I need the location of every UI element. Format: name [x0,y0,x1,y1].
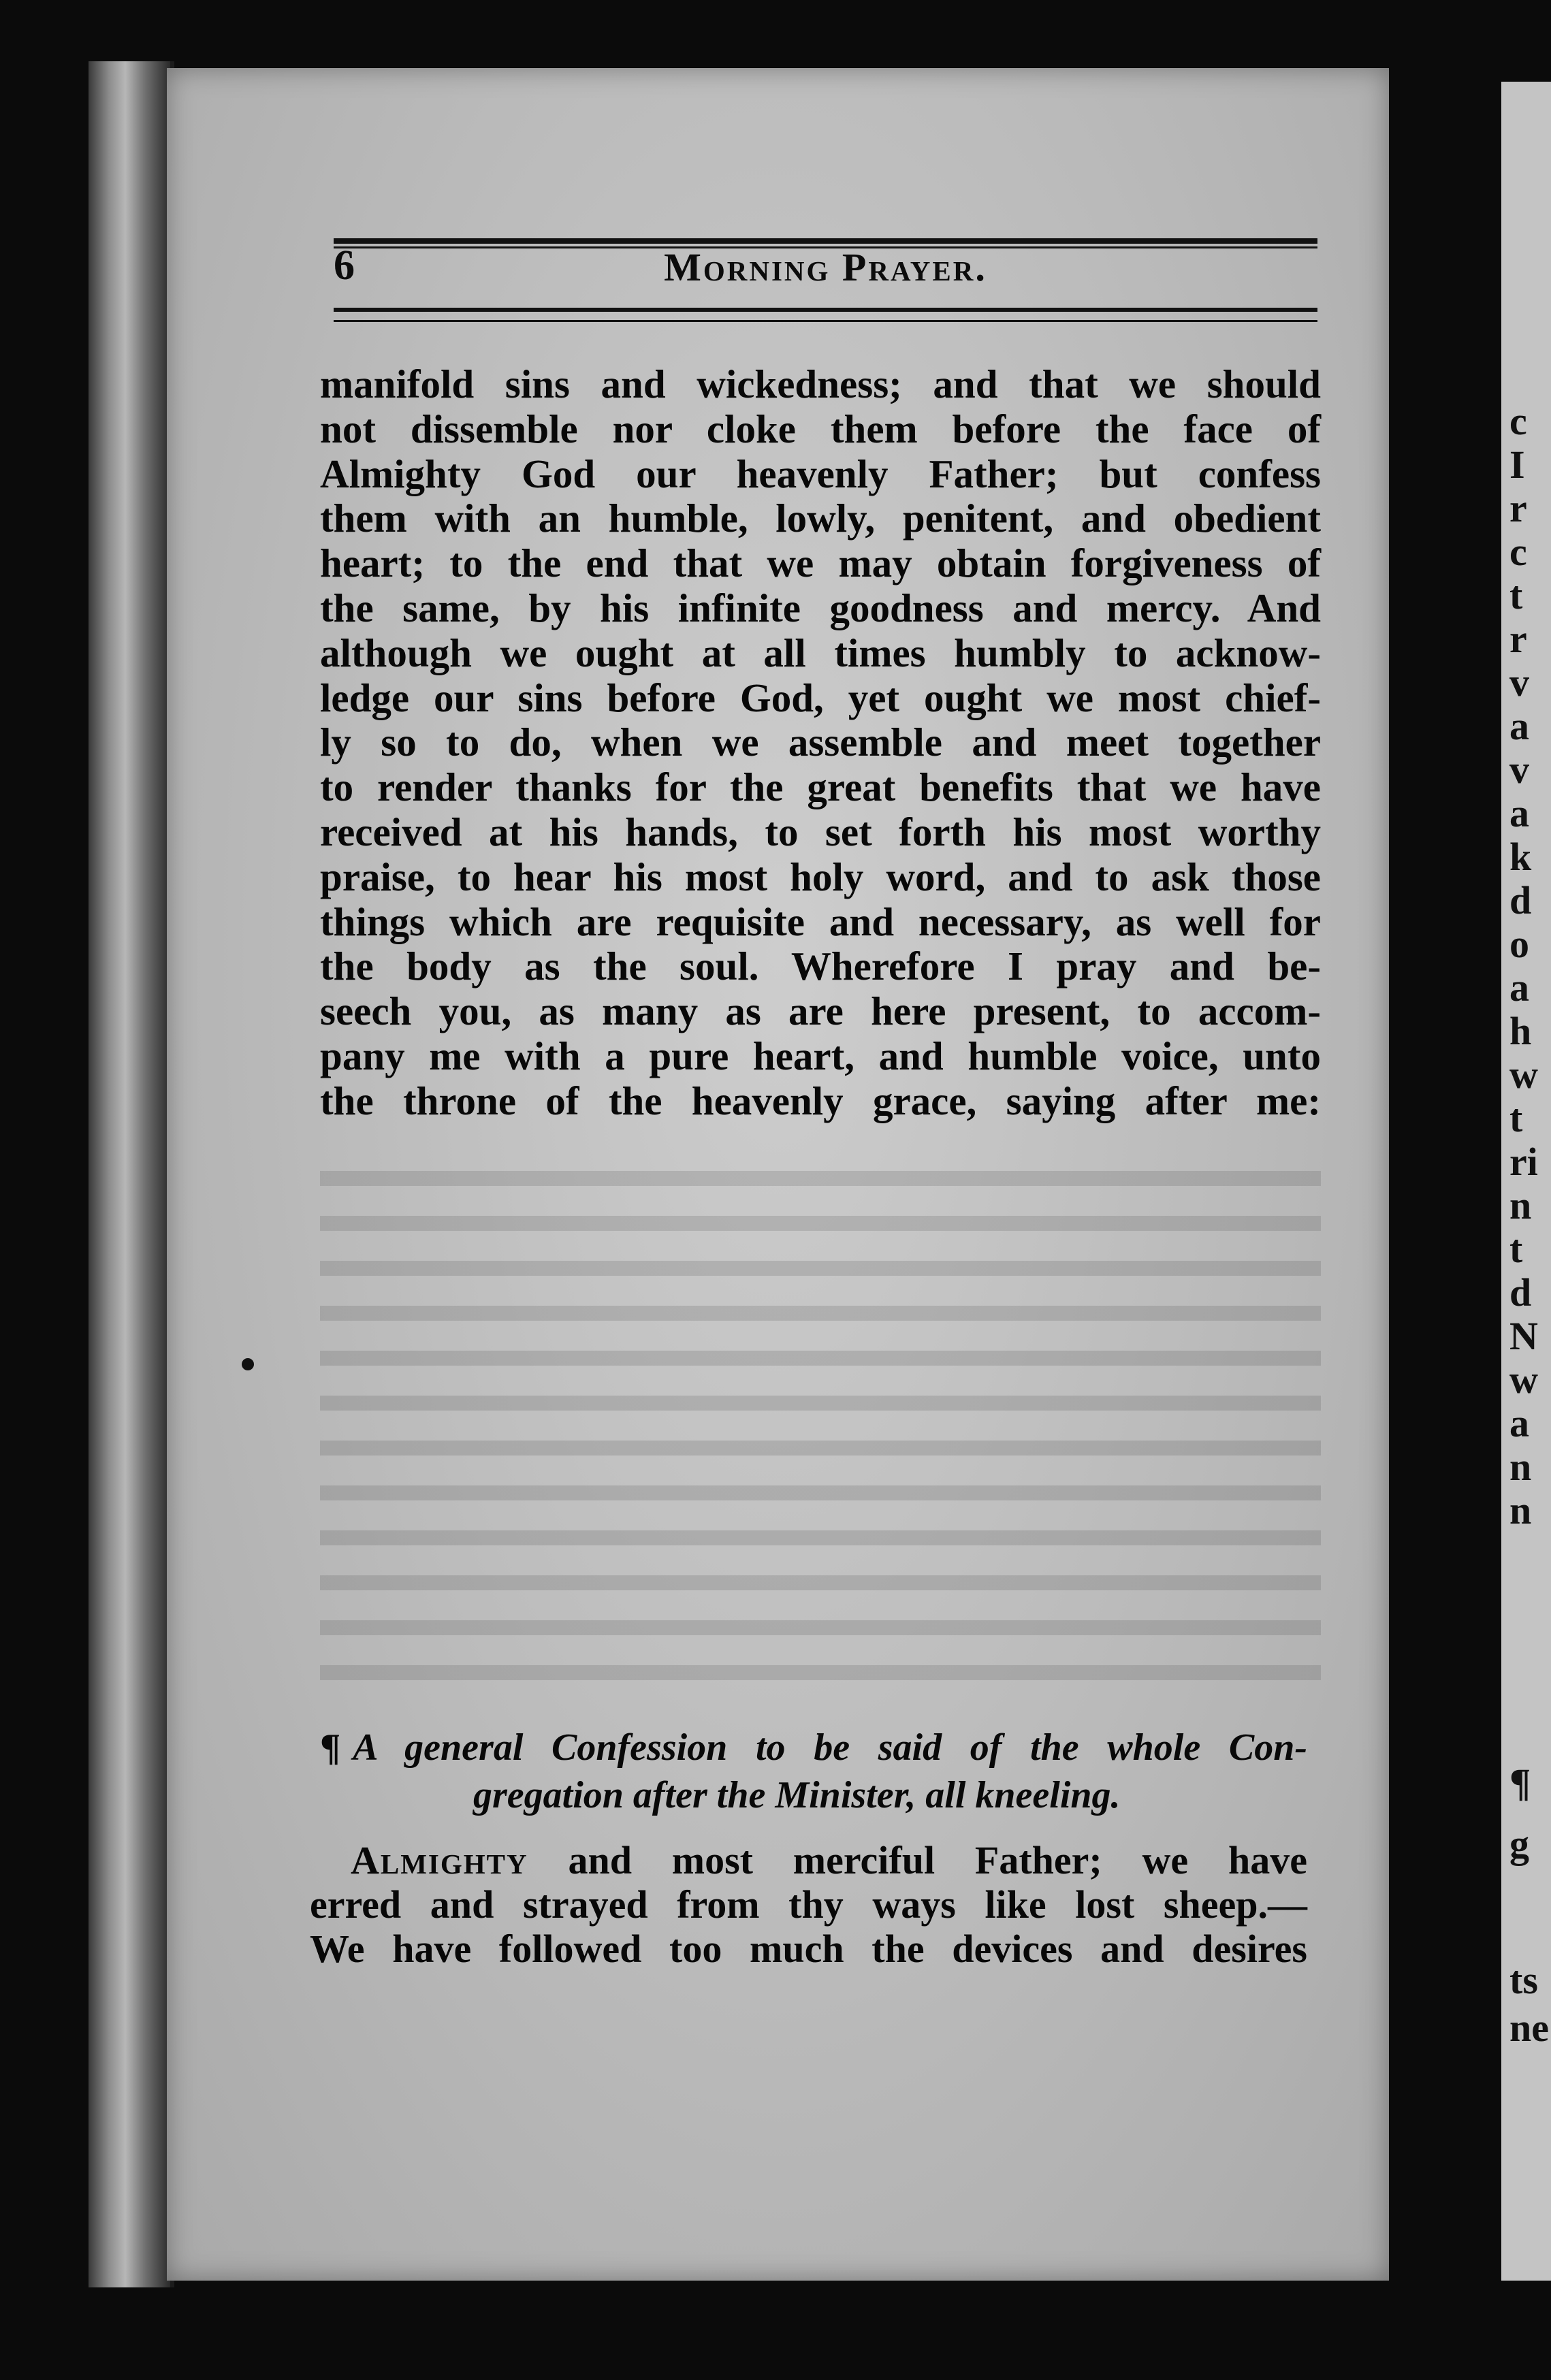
adjacent-page-letter: a [1509,704,1529,748]
adjacent-page-letter: t [1509,1227,1523,1271]
adjacent-page-letter: h [1509,1009,1532,1053]
adjacent-page-letter: o [1509,922,1529,966]
show-through-text [320,1151,1321,1695]
book-spine [89,61,174,2287]
adjacent-page-letter: c [1509,399,1527,443]
adjacent-page-edge [1501,82,1551,2281]
body-line: seech you, as many as are here present, to accom- [320,988,1321,1034]
adjacent-page-letter: d [1509,1270,1532,1315]
body-line: ledge our sins before God, yet ought we most chief- [320,675,1321,720]
body-line: the same, by his infinite goodness and mercy. And [320,585,1321,630]
body-line: pany me with a pure heart, and humble voice, unto [320,1033,1321,1078]
running-head: Morning Prayer. [664,245,987,289]
header-rule-bottom-thin [334,320,1317,322]
general-confession [310,1838,1307,1971]
adjacent-page-letter: t [1509,1096,1523,1140]
adjacent-page-letter: a [1509,965,1529,1010]
body-line: manifold sins and wickedness; and that we should [320,361,1321,406]
adjacent-page-letter: a [1509,791,1529,835]
confession-line-1-text: and most merciful Father; we have [528,1838,1307,1882]
adjacent-page-letter: k [1509,835,1532,879]
adjacent-page-letter: ne [1509,2006,1549,2050]
page-number: 6 [334,242,355,289]
body-line: heart; to the end that we may obtain forgiveness of [320,541,1321,586]
body-line: not dissemble nor cloke them before the face of [320,406,1321,451]
page-header [334,242,1317,296]
ink-spot [242,1358,254,1370]
adjacent-page-letter: v [1509,747,1529,792]
body-line: praise, to hear his most holy word, and to ask those [320,854,1321,899]
confession-line-1 [310,1838,1307,1882]
body-line: things which are requisite and necessary, as well for [320,899,1321,944]
rubric-line-1 [320,1724,1307,1771]
adjacent-page-letter: ¶ [1509,1760,1531,1805]
body-line: the body as the soul. Wherefore I pray and be- [320,944,1321,989]
adjacent-page-letter: d [1509,878,1532,922]
body-line: to render thanks for the great benefits that we have [320,765,1321,810]
adjacent-page-letter: n [1509,1445,1532,1489]
pilcrow-mark: ¶ [320,1726,341,1769]
adjacent-page-letter: g [1509,1822,1529,1866]
adjacent-page-letter: N [1509,1314,1538,1358]
adjacent-page-letter: c [1509,530,1527,574]
adjacent-page-letter: I [1509,443,1525,487]
confession-line-2: erred and strayed from thy ways like lost sheep.— [310,1882,1307,1927]
adjacent-page-letter: t [1509,573,1523,617]
adjacent-page-letter: r [1509,486,1527,530]
rubric-instruction [320,1724,1307,1819]
body-line: the throne of the heavenly grace, saying after me: [320,1078,1321,1123]
confession-line-3: We have followed too much the devices and desires [310,1927,1307,1971]
body-line: although we ought at all times humbly to acknow- [320,630,1321,675]
adjacent-page-letter: a [1509,1401,1529,1445]
rubric-line-2: gregation after the Minister, all kneeling. [473,1774,1121,1816]
adjacent-page-letter: w [1509,1052,1538,1097]
adjacent-page-letter: r [1509,617,1527,661]
adjacent-page-letter: ri [1509,1140,1538,1184]
body-line: them with an humble, lowly, penitent, and obedient [320,496,1321,541]
adjacent-page-letter: ts [1509,1958,1538,2002]
body-paragraph [320,362,1321,1124]
confession-first-word: Almighty [351,1838,528,1882]
adjacent-page-letter: n [1509,1183,1532,1227]
header-rule-bottom [334,308,1317,312]
adjacent-page-letter: w [1509,1357,1538,1402]
rubric-line-1-text: A general Confession to be said of the whole Con- [353,1726,1307,1769]
adjacent-page-letter: n [1509,1488,1532,1532]
body-line: Almighty God our heavenly Father; but confess [320,451,1321,496]
body-line: ly so to do, when we assemble and meet together [320,720,1321,765]
adjacent-page-letter: v [1509,660,1529,705]
body-line: received at his hands, to set forth his most worthy [320,809,1321,854]
